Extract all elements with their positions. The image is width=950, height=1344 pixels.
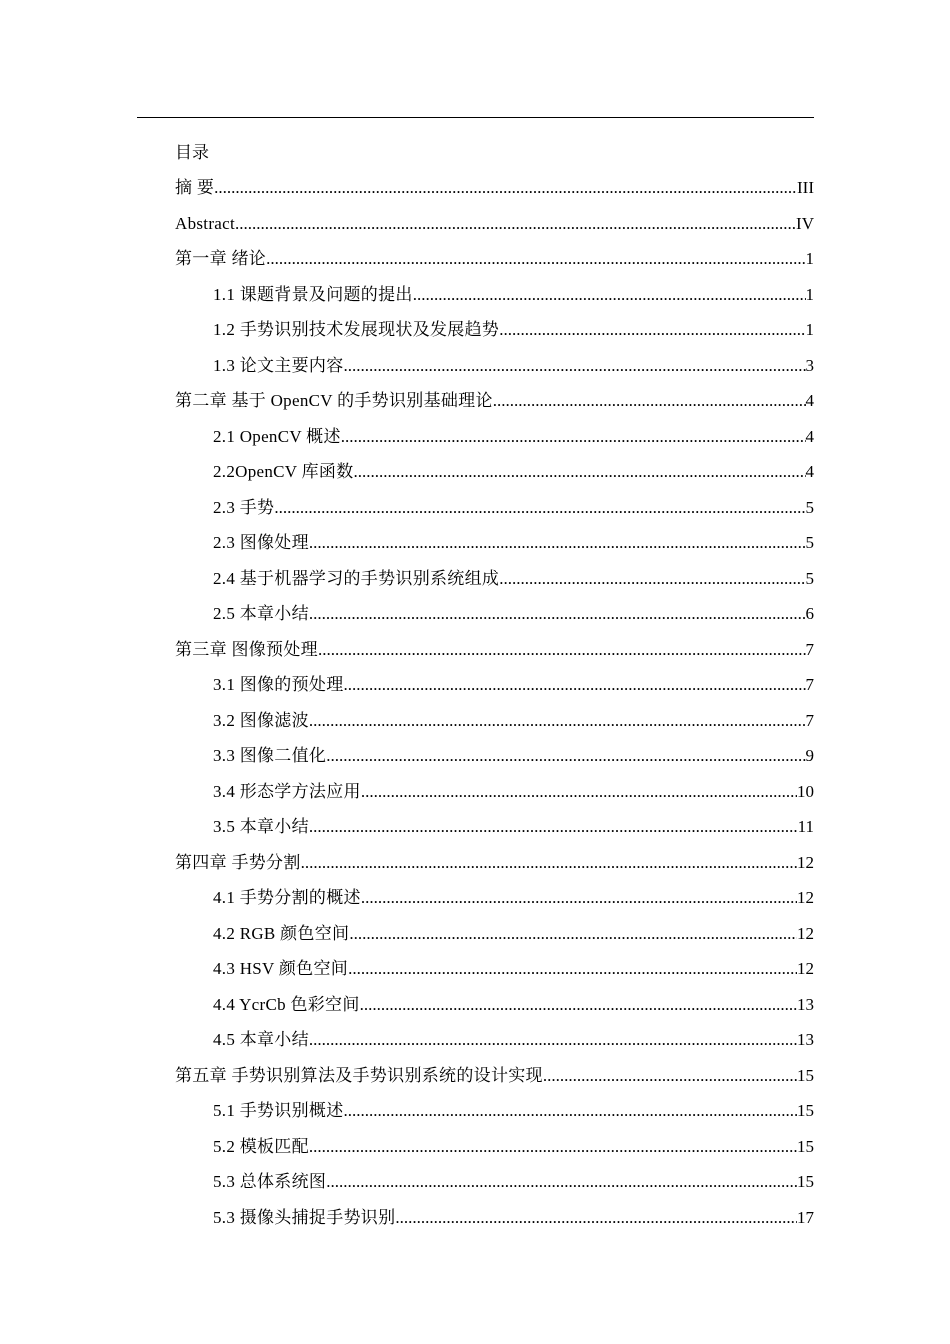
toc-entry[interactable] xyxy=(175,531,814,567)
toc-entry-page-number: 7 xyxy=(805,675,814,694)
toc-entry[interactable] xyxy=(175,389,814,425)
toc-entry-page-number: 6 xyxy=(805,604,814,623)
toc-dot-leader xyxy=(543,1064,797,1088)
toc-entry-page-number: 12 xyxy=(797,959,814,978)
toc-entry-page-number: 15 xyxy=(797,1136,814,1156)
toc-dot-leader xyxy=(266,247,805,271)
toc-dot-leader xyxy=(309,709,806,733)
toc-entry-title: 4.5 本章小结 xyxy=(213,1030,309,1049)
toc-dot-leader xyxy=(341,425,806,449)
toc-dot-leader xyxy=(413,283,806,307)
toc-entry-page-number: 13 xyxy=(797,1030,814,1049)
toc-entry-page-number: 5 xyxy=(805,533,814,552)
toc-entry-page-number: 12 xyxy=(797,852,814,872)
toc-entry[interactable] xyxy=(175,922,814,958)
toc-dot-leader xyxy=(348,957,797,981)
toc-entry-title: 5.3 摄像头捕捉手势识别 xyxy=(213,1207,396,1227)
toc-heading: 目录 xyxy=(175,143,209,162)
toc-dot-leader xyxy=(354,460,806,484)
toc-entry-page-number: 1 xyxy=(805,249,814,268)
toc-entry[interactable] xyxy=(175,1099,814,1135)
toc-entry[interactable] xyxy=(175,957,814,993)
toc-entry[interactable] xyxy=(175,1064,814,1100)
toc-entry-page-number: 7 xyxy=(805,639,814,659)
toc-entry-title: 2.2OpenCV 库函数 xyxy=(213,462,354,481)
toc-entry-page-number: 12 xyxy=(797,888,814,907)
table-of-contents xyxy=(175,176,814,1241)
toc-entry-title: 1.3 论文主要内容 xyxy=(213,355,344,375)
toc-dot-leader xyxy=(309,602,806,626)
header-rule xyxy=(137,117,814,118)
toc-entry-title: Abstract xyxy=(175,213,235,233)
toc-dot-leader xyxy=(395,1206,797,1230)
toc-dot-leader xyxy=(349,922,797,946)
toc-entry-title: 1.1 课题背景及问题的提出 xyxy=(213,284,413,304)
toc-entry[interactable] xyxy=(175,212,814,248)
toc-dot-leader xyxy=(344,1099,798,1123)
toc-entry-title: 2.1 OpenCV 概述 xyxy=(213,426,341,446)
toc-entry-title: 3.1 图像的预处理 xyxy=(213,675,344,694)
toc-entry-page-number: 10 xyxy=(797,781,814,801)
toc-entry[interactable] xyxy=(175,318,814,354)
toc-entry-title: 4.1 手势分割的概述 xyxy=(213,888,361,907)
toc-entry-title: 4.3 HSV 颜色空间 xyxy=(213,959,349,978)
toc-entry-title: 5.3 总体系统图 xyxy=(213,1172,327,1191)
toc-entry[interactable] xyxy=(175,176,814,212)
toc-entry[interactable] xyxy=(175,247,814,283)
toc-entry-title: 2.3 图像处理 xyxy=(213,533,309,552)
toc-entry-title: 2.5 本章小结 xyxy=(213,604,309,623)
toc-entry-page-number: 11 xyxy=(797,817,814,836)
toc-entry[interactable] xyxy=(175,993,814,1029)
toc-dot-leader xyxy=(309,1135,797,1159)
toc-entry-page-number: III xyxy=(797,178,814,197)
toc-dot-leader xyxy=(309,815,798,839)
toc-entry[interactable] xyxy=(175,496,814,532)
toc-entry-title: 1.2 手势识别技术发展现状及发展趋势 xyxy=(213,320,500,339)
toc-entry[interactable] xyxy=(175,638,814,674)
toc-entry[interactable] xyxy=(175,567,814,603)
toc-entry-page-number: IV xyxy=(796,213,814,233)
toc-entry-page-number: 1 xyxy=(805,284,814,304)
toc-entry-title: 3.3 图像二值化 xyxy=(213,746,327,765)
toc-entry-page-number: 9 xyxy=(805,746,814,765)
toc-entry[interactable] xyxy=(175,780,814,816)
toc-entry-page-number: 12 xyxy=(797,923,814,943)
toc-entry[interactable] xyxy=(175,673,814,709)
toc-entry-title: 5.1 手势识别概述 xyxy=(213,1101,344,1120)
toc-entry-title: 3.2 图像滤波 xyxy=(213,710,309,730)
toc-entry[interactable] xyxy=(175,744,814,780)
toc-dot-leader xyxy=(301,851,797,875)
toc-dot-leader xyxy=(361,886,797,910)
toc-entry-title: 3.5 本章小结 xyxy=(213,817,309,836)
toc-dot-leader xyxy=(235,212,796,236)
toc-entry-title: 第三章 图像预处理 xyxy=(175,639,318,659)
toc-entry-page-number: 13 xyxy=(797,994,814,1014)
toc-entry-page-number: 15 xyxy=(797,1065,814,1085)
toc-entry-page-number: 4 xyxy=(805,462,814,481)
toc-dot-leader xyxy=(499,567,805,591)
toc-entry[interactable] xyxy=(175,1135,814,1171)
toc-entry-page-number: 4 xyxy=(805,426,814,446)
toc-entry-page-number: 1 xyxy=(805,320,814,339)
toc-dot-leader xyxy=(214,176,797,200)
toc-dot-leader xyxy=(318,638,806,662)
toc-dot-leader xyxy=(309,1028,797,1052)
toc-entry-title: 第四章 手势分割 xyxy=(175,852,301,872)
toc-dot-leader xyxy=(326,744,805,768)
toc-dot-leader xyxy=(499,318,805,342)
toc-entry[interactable] xyxy=(175,425,814,461)
toc-dot-leader xyxy=(274,496,805,520)
toc-entry-title: 4.4 YcrCb 色彩空间 xyxy=(213,994,360,1014)
toc-entry[interactable] xyxy=(175,815,814,851)
toc-entry-title: 第五章 手势识别算法及手势识别系统的设计实现 xyxy=(175,1065,543,1085)
toc-entry-title: 第一章 绪论 xyxy=(175,249,267,268)
toc-entry-page-number: 7 xyxy=(805,710,814,730)
toc-entry[interactable] xyxy=(175,886,814,922)
toc-dot-leader xyxy=(361,780,797,804)
toc-dot-leader xyxy=(344,354,806,378)
toc-entry[interactable] xyxy=(175,1170,814,1206)
toc-entry-title: 3.4 形态学方法应用 xyxy=(213,781,361,801)
toc-entry-page-number: 15 xyxy=(797,1101,814,1120)
toc-entry[interactable] xyxy=(175,460,814,496)
toc-entry-title: 2.3 手势 xyxy=(213,497,275,517)
toc-entry-title: 摘 要 xyxy=(175,178,215,197)
toc-entry-title: 4.2 RGB 颜色空间 xyxy=(213,923,350,943)
toc-entry-title: 5.2 模板匹配 xyxy=(213,1136,309,1156)
toc-entry-title: 第二章 基于 OpenCV 的手势识别基础理论 xyxy=(175,391,493,410)
toc-entry[interactable] xyxy=(175,851,814,887)
toc-entry[interactable] xyxy=(175,602,814,638)
toc-entry-title: 2.4 基于机器学习的手势识别系统组成 xyxy=(213,568,500,588)
toc-entry[interactable] xyxy=(175,709,814,745)
toc-dot-leader xyxy=(360,993,797,1017)
toc-entry-page-number: 15 xyxy=(797,1172,814,1191)
toc-entry[interactable] xyxy=(175,1028,814,1064)
toc-dot-leader xyxy=(344,673,806,697)
toc-entry-page-number: 3 xyxy=(805,355,814,375)
toc-dot-leader xyxy=(493,389,806,413)
toc-entry[interactable] xyxy=(175,283,814,319)
toc-dot-leader xyxy=(309,531,806,555)
toc-entry-page-number: 5 xyxy=(805,568,814,588)
toc-entry[interactable] xyxy=(175,1206,814,1242)
toc-entry-page-number: 17 xyxy=(797,1207,814,1227)
toc-entry[interactable] xyxy=(175,354,814,390)
toc-entry-page-number: 4 xyxy=(805,391,814,410)
toc-entry-page-number: 5 xyxy=(805,497,814,517)
toc-dot-leader xyxy=(326,1170,797,1194)
